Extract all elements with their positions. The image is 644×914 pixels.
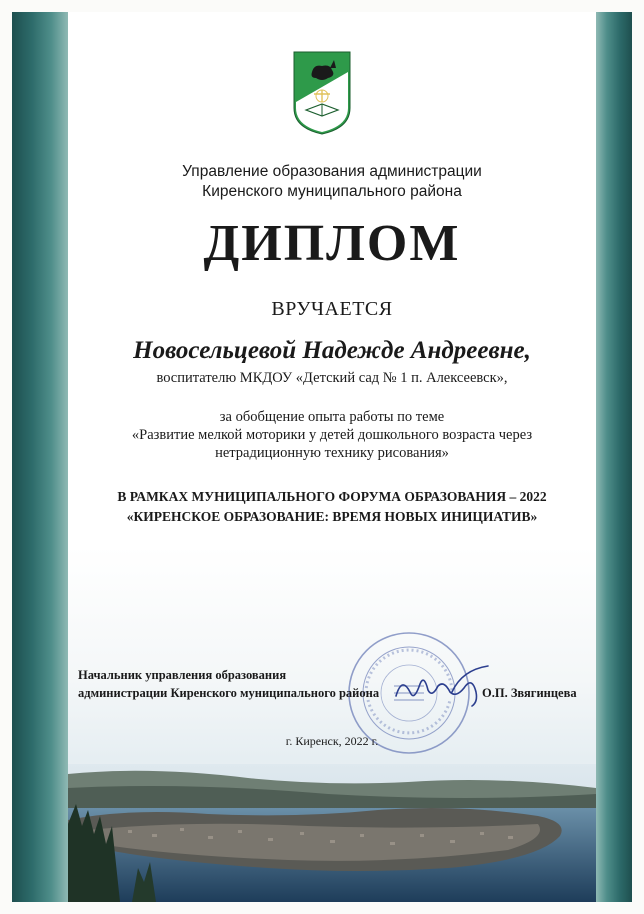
organization-name [68,162,596,202]
org-line-2: Киренского муниципального района [202,183,462,200]
diploma-title: ДИПЛОМ [203,215,461,272]
reason-line-2: «Развитие мелкой моторики у детей дошкольного возраста через [131,427,533,443]
handwritten-signature [392,662,496,712]
place-and-date: г. Киренск, 2022 г. [285,734,379,748]
right-border-band [596,12,632,902]
reason-line-3: нетрадиционную технику рисования» [215,445,449,461]
signatory-name: О.П. Звягинцева [482,686,577,700]
forum-title [68,487,596,527]
award-reason [68,408,596,462]
signatory-title-line-2: администрации Киренского муниципального района [78,686,380,700]
coat-of-arms-emblem [292,50,352,136]
signatory-title [78,666,379,702]
reason-line-1: за обобщение опыта работы по теме [219,409,445,425]
left-border-band [12,12,68,902]
town-panorama-photo [68,764,596,902]
forum-line-1: В РАМКАХ МУНИЦИПАЛЬНОГО ФОРУМА ОБРАЗОВАНИЯ – 2022 [117,489,547,504]
recipient-name: Новосельцевой Надежде Андреевне, [133,337,531,364]
org-line-1: Управление образования администрации [182,163,482,180]
signatory-title-line-1: Начальник управления образования [78,668,287,682]
awarded-label: ВРУЧАЕТСЯ [271,298,393,320]
forum-line-2: «КИРЕНСКОЕ ОБРАЗОВАНИЕ: ВРЕМЯ НОВЫХ ИНИЦИАТИВ» [126,509,538,524]
recipient-position: воспитателю МКДОУ «Детский сад № 1 п. Алексеевск», [156,370,508,386]
